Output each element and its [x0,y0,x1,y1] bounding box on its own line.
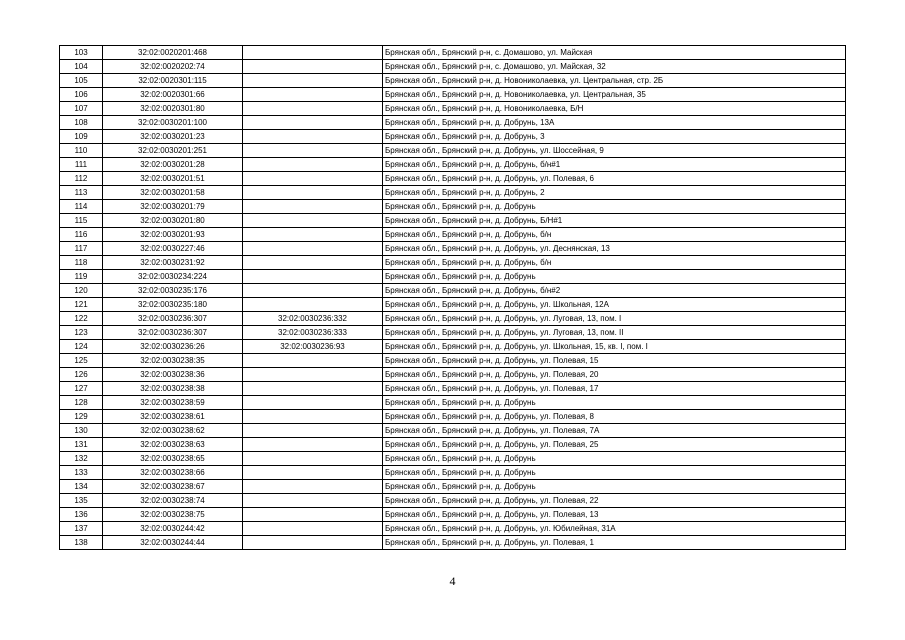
table-row [60,410,846,424]
cadastral-number: 32:02:0030238:36 [103,368,243,382]
address: Брянская обл., Брянский р-н, д. Добрунь, ул. Полевая, 6 [383,172,846,186]
cadastral-number: 32:02:0020301:115 [103,74,243,88]
row-number: 107 [60,102,103,116]
cadastral-number: 32:02:0020301:66 [103,88,243,102]
row-number: 103 [60,46,103,60]
page-number: 4 [449,574,456,588]
row-number: 113 [60,186,103,200]
cadastral-number: 32:02:0030238:38 [103,382,243,396]
table-row [60,536,846,550]
row-number: 137 [60,522,103,536]
address: Брянская обл., Брянский р-н, д. Добрунь, ул. Полевая, 22 [383,494,846,508]
table-row [60,382,846,396]
related-cadastral-number: 32:02:0030236:333 [243,326,383,340]
cadastral-number: 32:02:0030236:307 [103,326,243,340]
related-cadastral-number [243,438,383,452]
row-number: 120 [60,284,103,298]
cadastral-number: 32:02:0030201:58 [103,186,243,200]
address: Брянская обл., Брянский р-н, д. Добрунь, ул. Луговая, 13, пом. II [383,326,846,340]
address: Брянская обл., Брянский р-н, д. Добрунь [383,270,846,284]
table-row [60,60,846,74]
related-cadastral-number [243,424,383,438]
row-number: 125 [60,354,103,368]
row-number: 114 [60,200,103,214]
row-number: 121 [60,298,103,312]
cadastral-number: 32:02:0030231:92 [103,256,243,270]
table-row [60,242,846,256]
address: Брянская обл., Брянский р-н, д. Добрунь, ул. Юбилейная, 31А [383,522,846,536]
related-cadastral-number [243,410,383,424]
cadastral-number: 32:02:0030238:59 [103,396,243,410]
address: Брянская обл., Брянский р-н, д. Добрунь, ул. Полевая, 15 [383,354,846,368]
related-cadastral-number [243,102,383,116]
row-number: 132 [60,452,103,466]
address: Брянская обл., Брянский р-н, д. Добрунь, ул. Школьная, 12А [383,298,846,312]
row-number: 124 [60,340,103,354]
cadastral-number: 32:02:0030238:65 [103,452,243,466]
related-cadastral-number [243,242,383,256]
address: Брянская обл., Брянский р-н, д. Добрунь, ул. Полевая, 25 [383,438,846,452]
cadastral-number: 32:02:0030238:67 [103,480,243,494]
address: Брянская обл., Брянский р-н, д. Добрунь, Б/Н#1 [383,214,846,228]
cadastral-number: 32:02:0030238:66 [103,466,243,480]
cadastral-number: 32:02:0030201:80 [103,214,243,228]
row-number: 111 [60,158,103,172]
table-row [60,88,846,102]
cadastral-number: 32:02:0030238:61 [103,410,243,424]
row-number: 127 [60,382,103,396]
related-cadastral-number [243,172,383,186]
table-row [60,214,846,228]
address: Брянская обл., Брянский р-н, д. Добрунь, ул. Полевая, 20 [383,368,846,382]
cadastral-number: 32:02:0030201:251 [103,144,243,158]
address: Брянская обл., Брянский р-н, д. Новониколаевка, ул. Центральная, 35 [383,88,846,102]
cadastral-number: 32:02:0030236:307 [103,312,243,326]
cadastral-number: 32:02:0030234:224 [103,270,243,284]
table-row [60,116,846,130]
cadastral-number: 32:02:0030236:26 [103,340,243,354]
table-row [60,466,846,480]
table-row [60,522,846,536]
table-row [60,354,846,368]
related-cadastral-number [243,46,383,60]
table-row [60,312,846,326]
related-cadastral-number [243,144,383,158]
table-row [60,74,846,88]
table-row [60,284,846,298]
related-cadastral-number [243,270,383,284]
address: Брянская обл., Брянский р-н, д. Добрунь, ул. Полевая, 13 [383,508,846,522]
cadastral-number: 32:02:0030238:62 [103,424,243,438]
row-number: 128 [60,396,103,410]
related-cadastral-number [243,396,383,410]
row-number: 136 [60,508,103,522]
cadastral-number: 32:02:0020301:80 [103,102,243,116]
table-row [60,438,846,452]
cadastral-number: 32:02:0030244:44 [103,536,243,550]
cadastral-number: 32:02:0030244:42 [103,522,243,536]
address: Брянская обл., Брянский р-н, д. Добрунь [383,480,846,494]
related-cadastral-number [243,228,383,242]
row-number: 122 [60,312,103,326]
cadastral-number: 32:02:0030201:51 [103,172,243,186]
row-number: 116 [60,228,103,242]
row-number: 126 [60,368,103,382]
row-number: 110 [60,144,103,158]
cadastral-number: 32:02:0030201:28 [103,158,243,172]
table-row [60,186,846,200]
related-cadastral-number [243,382,383,396]
row-number: 131 [60,438,103,452]
row-number: 138 [60,536,103,550]
row-number: 106 [60,88,103,102]
table-row [60,256,846,270]
related-cadastral-number [243,522,383,536]
cadastral-number: 32:02:0020202:74 [103,60,243,74]
related-cadastral-number: 32:02:0030236:332 [243,312,383,326]
address: Брянская обл., Брянский р-н, д. Добрунь [383,466,846,480]
table-row [60,326,846,340]
table-row [60,494,846,508]
address: Брянская обл., Брянский р-н, д. Добрунь, 2 [383,186,846,200]
address: Брянская обл., Брянский р-н, с. Домашово, ул. Майская [383,46,846,60]
table-row [60,480,846,494]
related-cadastral-number [243,284,383,298]
cadastral-number: 32:02:0030201:93 [103,228,243,242]
row-number: 118 [60,256,103,270]
address: Брянская обл., Брянский р-н, д. Добрунь, ул. Школьная, 15, кв. I, пом. I [383,340,846,354]
cadastral-number: 32:02:0030201:23 [103,130,243,144]
address: Брянская обл., Брянский р-н, д. Добрунь, ул. Полевая, 17 [383,382,846,396]
cadastral-number: 32:02:0030238:74 [103,494,243,508]
table-row [60,270,846,284]
table-row [60,298,846,312]
cadastral-number: 32:02:0030238:75 [103,508,243,522]
row-number: 115 [60,214,103,228]
address: Брянская обл., Брянский р-н, д. Добрунь, 13А [383,116,846,130]
address: Брянская обл., Брянский р-н, д. Добрунь, б/н#1 [383,158,846,172]
address: Брянская обл., Брянский р-н, д. Добрунь, б/н [383,256,846,270]
related-cadastral-number [243,354,383,368]
related-cadastral-number [243,116,383,130]
related-cadastral-number [243,214,383,228]
row-number: 129 [60,410,103,424]
row-number: 109 [60,130,103,144]
address: Брянская обл., Брянский р-н, д. Добрунь, ул. Шоссейная, 9 [383,144,846,158]
cadastral-number: 32:02:0030227:46 [103,242,243,256]
related-cadastral-number [243,466,383,480]
table-row [60,102,846,116]
address: Брянская обл., Брянский р-н, д. Добрунь, ул. Полевая, 1 [383,536,846,550]
related-cadastral-number [243,158,383,172]
address: Брянская обл., Брянский р-н, д. Добрунь [383,452,846,466]
cadastral-number: 32:02:0030238:63 [103,438,243,452]
table-row [60,130,846,144]
row-number: 135 [60,494,103,508]
related-cadastral-number [243,200,383,214]
related-cadastral-number [243,60,383,74]
related-cadastral-number [243,536,383,550]
cadastral-number: 32:02:0030201:79 [103,200,243,214]
row-number: 104 [60,60,103,74]
related-cadastral-number [243,298,383,312]
address: Брянская обл., Брянский р-н, д. Добрунь, б/н#2 [383,284,846,298]
row-number: 123 [60,326,103,340]
table-row [60,158,846,172]
table-body [60,46,846,550]
table-row [60,340,846,354]
related-cadastral-number [243,88,383,102]
row-number: 133 [60,466,103,480]
table-row [60,200,846,214]
address: Брянская обл., Брянский р-н, д. Добрунь, 3 [383,130,846,144]
address: Брянская обл., Брянский р-н, д. Добрунь, б/н [383,228,846,242]
table-row [60,368,846,382]
address: Брянская обл., Брянский р-н, д. Добрунь, ул. Полевая, 7А [383,424,846,438]
related-cadastral-number [243,368,383,382]
related-cadastral-number [243,256,383,270]
table-row [60,424,846,438]
property-table [59,45,846,550]
related-cadastral-number: 32:02:0030236:93 [243,340,383,354]
cadastral-number: 32:02:0030235:180 [103,298,243,312]
table-row [60,228,846,242]
related-cadastral-number [243,130,383,144]
table-row [60,452,846,466]
address: Брянская обл., Брянский р-н, д. Добрунь [383,396,846,410]
address: Брянская обл., Брянский р-н, д. Добрунь, ул. Луговая, 13, пом. I [383,312,846,326]
address: Брянская обл., Брянский р-н, д. Добрунь [383,200,846,214]
row-number: 105 [60,74,103,88]
address: Брянская обл., Брянский р-н, д. Добрунь, ул. Полевая, 8 [383,410,846,424]
table-row [60,508,846,522]
address: Брянская обл., Брянский р-н, д. Новониколаевка, ул. Центральная, стр. 2Б [383,74,846,88]
cadastral-number: 32:02:0020201:468 [103,46,243,60]
related-cadastral-number [243,186,383,200]
table-row [60,172,846,186]
related-cadastral-number [243,494,383,508]
related-cadastral-number [243,452,383,466]
row-number: 134 [60,480,103,494]
row-number: 117 [60,242,103,256]
address: Брянская обл., Брянский р-н, с. Домашово, ул. Майская, 32 [383,60,846,74]
row-number: 119 [60,270,103,284]
address: Брянская обл., Брянский р-н, д. Новониколаевка, Б/Н [383,102,846,116]
address: Брянская обл., Брянский р-н, д. Добрунь, ул. Деснянская, 13 [383,242,846,256]
row-number: 108 [60,116,103,130]
table-row [60,144,846,158]
cadastral-number: 32:02:0030201:100 [103,116,243,130]
table-row [60,46,846,60]
cadastral-number: 32:02:0030235:176 [103,284,243,298]
related-cadastral-number [243,74,383,88]
cadastral-number: 32:02:0030238:35 [103,354,243,368]
related-cadastral-number [243,508,383,522]
row-number: 112 [60,172,103,186]
related-cadastral-number [243,480,383,494]
table-row [60,396,846,410]
row-number: 130 [60,424,103,438]
